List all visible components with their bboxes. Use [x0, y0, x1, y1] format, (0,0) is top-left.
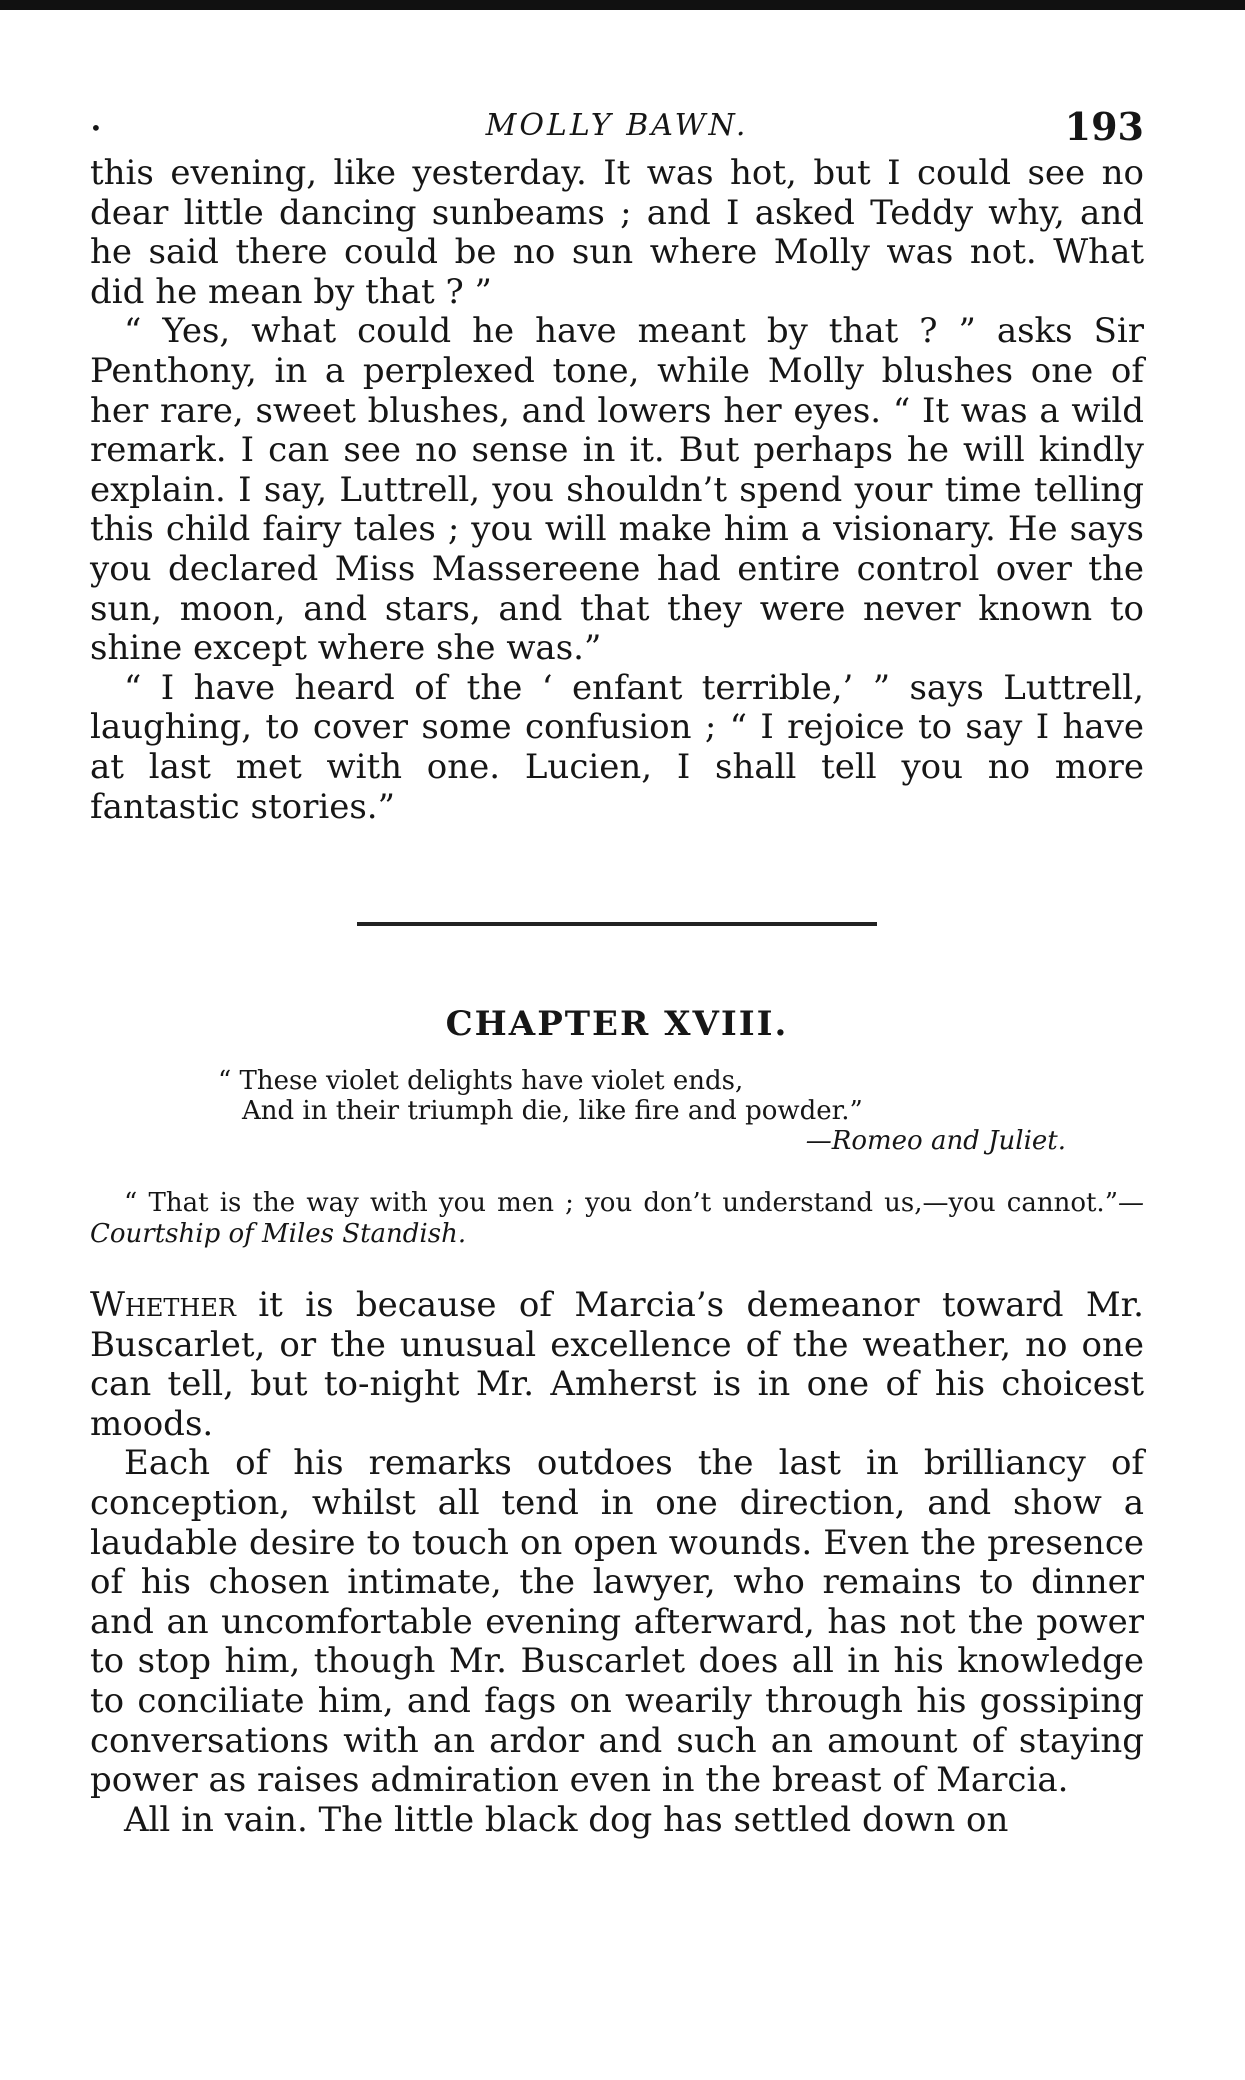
book-page: [90, 104, 1144, 1840]
chapter-paragraph-1-text: it is because of Marcia’s demeanor toward Mr. Buscarlet, or the unusual excellence of the weather, no one can tell, but to-night Mr. Amherst is in one of his choicest moods.: [90, 1285, 1144, 1444]
paragraph-luttrell: “ I have heard of the ‘ enfant terrible,’ ” says Luttrell, laughing, to cover some confusion ; “ I rejoice to say I have at last met with one. Lucien, I shall tell you no more fantastic stories.”: [90, 667, 1144, 827]
running-head-title: MOLLY BAWN.: [485, 108, 749, 143]
epigraph-line-1: “ These violet delights have violet ends,: [218, 1066, 744, 1097]
epigraph-line-2: And in their triumph die, like fire and powder.”: [242, 1096, 863, 1127]
epigraph-miles-standish: [90, 1188, 1144, 1250]
chapter-body: [90, 1286, 1144, 1840]
chapter-paragraph-2: Each of his remarks outdoes the last in brilliancy of conception, whilst all tend in one direction, and show a laudable desire to touch on open wounds. Even the presence of his chosen intimate, the lawyer, who remains to dinner and an uncomfortable evening afterward, has not the power to stop him, though Mr. Buscarlet does all in his knowledge to conciliate him, and fags on wearily through his gossiping conversations with an ardor and such an amount of staying power as raises admiration even in the breast of Marcia.: [90, 1443, 1144, 1801]
running-head: [90, 104, 1144, 154]
page-number: 193: [1064, 104, 1144, 149]
paragraph-continuation: this evening, like yesterday. It was hot, but I could see no dear little dancing sunbeams ; and I asked Teddy why, and he said there could be no sun where Molly was not. What did he mean by that ? ”: [90, 153, 1144, 312]
chapter-paragraph-3: All in vain. The little black dog has settled down on: [124, 1799, 1009, 1840]
top-border-rule: [0, 0, 1245, 10]
epigraph-2-attribution: —Courtship of Miles Standish.: [90, 1188, 1144, 1250]
chapter-opening-word: Whether: [90, 1285, 236, 1326]
chapter-heading: CHAPTER XVIII.: [445, 1004, 789, 1045]
paragraph-sir-penthony: “ Yes, what could he have meant by that ? ” asks Sir Penthony, in a perplexed tone, while Molly blushes one of her rare, sweet blushes, and lowers her eyes. “ It was a wild remark. I can see no sense in it. But perhaps he will kindly explain. I say, Luttrell, you shouldn’t spend your time telling this child fairy tales ; you will make him a visionary. He says you declared Miss Massereene had entire control over the sun, moon, and stars, and that they were never known to shine except where she was.”: [90, 311, 1144, 669]
section-divider: [357, 922, 877, 926]
epigraph-attribution: —Romeo and Juliet.: [805, 1126, 1066, 1157]
chapter-paragraph-1: [90, 1286, 1144, 1444]
epigraph-2-quote: “ That is the way with you men ; you don’t understand us,—you cannot.”: [124, 1188, 1118, 1219]
epigraph-romeo-juliet: [218, 1066, 1066, 1156]
running-head-bullet: •: [90, 116, 102, 140]
